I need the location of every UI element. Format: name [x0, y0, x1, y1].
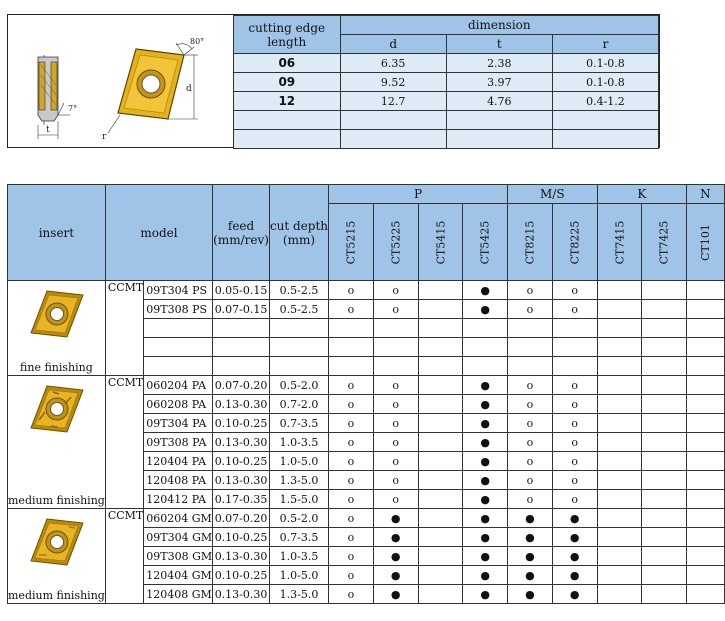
header-r: r	[552, 35, 658, 54]
cut-depth-cell: 0.7-3.5	[269, 528, 328, 547]
grade-mark-cell	[642, 471, 687, 490]
feed-cell: 0.13-0.30	[213, 547, 270, 566]
grade-mark-cell	[597, 300, 642, 319]
insert-application-label: fine finishing	[20, 361, 93, 374]
dimension-panel	[7, 14, 660, 148]
cut-depth-cell	[269, 338, 328, 357]
grade-mark-cell: o	[329, 452, 374, 471]
feed-cell	[213, 357, 270, 376]
label-r: r	[102, 132, 107, 142]
grade-mark-cell: ●	[552, 547, 597, 566]
series-cell: CCMT	[105, 509, 143, 604]
header-model: model	[105, 185, 212, 281]
model-code-cell	[144, 338, 213, 357]
grade-mark-cell	[552, 319, 597, 338]
feed-cell: 0.10-0.25	[213, 528, 270, 547]
grade-mark-cell	[418, 281, 463, 300]
grade-mark-cell: ●	[463, 566, 508, 585]
insert-image-box	[25, 515, 87, 572]
grade-mark-cell: o	[508, 281, 553, 300]
dimension-row	[234, 73, 659, 92]
grade-mark-cell: o	[373, 395, 418, 414]
header-feed-line1: feed	[227, 218, 255, 233]
feed-cell: 0.13-0.30	[213, 433, 270, 452]
feed-cell: 0.10-0.25	[213, 566, 270, 585]
dimension-row	[234, 54, 659, 73]
grade-label: CT8225	[568, 220, 582, 265]
feed-cell: 0.13-0.30	[213, 395, 270, 414]
grade-mark-cell: o	[373, 490, 418, 509]
grade-mark-cell: o	[508, 300, 553, 319]
grade-mark-cell: o	[329, 300, 374, 319]
grade-mark-cell: ●	[463, 528, 508, 547]
grade-mark-cell	[418, 490, 463, 509]
model-code-cell: 120408 PA	[144, 471, 213, 490]
cut-depth-cell: 0.7-2.0	[269, 395, 328, 414]
cut-depth-cell: 1.0-3.5	[269, 547, 328, 566]
grade-mark-cell: ●	[463, 281, 508, 300]
table-row	[8, 509, 725, 528]
feed-cell: 0.07-0.20	[213, 509, 270, 528]
grade-mark-cell: o	[329, 395, 374, 414]
grade-mark-cell: o	[552, 471, 597, 490]
feed-cell: 0.10-0.25	[213, 414, 270, 433]
grade-mark-cell: o	[329, 490, 374, 509]
grade-mark-cell	[642, 357, 687, 376]
grade-mark-cell: ●	[552, 585, 597, 604]
label-top-angle: 80°	[190, 37, 205, 46]
header-cutting-edge-line2: length	[267, 34, 307, 49]
grade-mark-cell	[642, 547, 687, 566]
header-dimension: dimension	[340, 16, 658, 35]
grade-mark-cell	[642, 528, 687, 547]
grade-mark-cell	[642, 566, 687, 585]
grade-mark-cell	[418, 357, 463, 376]
grade-mark-cell	[418, 509, 463, 528]
header-grade	[597, 204, 642, 281]
cut-depth-cell: 1.3-5.0	[269, 471, 328, 490]
grade-mark-cell: o	[329, 585, 374, 604]
grade-mark-cell: o	[329, 566, 374, 585]
cut-depth-cell: 0.5-2.5	[269, 281, 328, 300]
grade-mark-cell: ●	[552, 528, 597, 547]
insert-image-box	[25, 382, 87, 439]
header-grade	[642, 204, 687, 281]
cutting-edge-length-cell	[234, 130, 341, 149]
grade-mark-cell	[642, 376, 687, 395]
grade-mark-cell	[687, 528, 725, 547]
grade-mark-cell	[508, 319, 553, 338]
grade-mark-cell	[418, 566, 463, 585]
grade-mark-cell	[597, 547, 642, 566]
insert-image	[25, 287, 87, 341]
grade-mark-cell: ●	[373, 528, 418, 547]
grade-mark-cell: o	[373, 376, 418, 395]
grade-mark-cell	[687, 395, 725, 414]
grade-mark-cell: ●	[508, 585, 553, 604]
series-cell: CCMT	[105, 376, 143, 509]
grade-mark-cell: o	[329, 528, 374, 547]
grade-mark-cell: o	[508, 452, 553, 471]
cut-depth-cell: 0.5-2.5	[269, 300, 328, 319]
grade-mark-cell	[508, 338, 553, 357]
grade-mark-cell	[687, 452, 725, 471]
t-cell	[446, 111, 552, 130]
grade-mark-cell	[418, 433, 463, 452]
cut-depth-cell: 0.5-2.0	[269, 376, 328, 395]
cut-depth-cell: 1.3-5.0	[269, 585, 328, 604]
grade-mark-cell	[597, 395, 642, 414]
grade-mark-cell	[418, 319, 463, 338]
insert-application-label: medium finishing	[8, 589, 105, 602]
grade-mark-cell	[642, 414, 687, 433]
grade-mark-cell	[329, 357, 374, 376]
grade-mark-cell	[642, 395, 687, 414]
cut-depth-cell: 0.5-2.0	[269, 509, 328, 528]
cut-depth-cell	[269, 357, 328, 376]
grade-mark-cell	[373, 338, 418, 357]
grade-mark-cell: o	[329, 547, 374, 566]
header-grade	[418, 204, 463, 281]
grade-mark-cell	[642, 433, 687, 452]
table-row	[8, 281, 725, 300]
insert-cell-content	[8, 376, 105, 508]
model-code-cell: 060208 PA	[144, 395, 213, 414]
feed-cell: 0.05-0.15	[213, 281, 270, 300]
r-cell: 0.1-0.8	[552, 73, 658, 92]
header-group-n: N	[687, 185, 725, 204]
insert-cell	[8, 376, 106, 509]
dimension-row	[234, 111, 659, 130]
cutting-edge-length-cell	[234, 111, 341, 130]
header-cut-line1: cut depth	[269, 218, 329, 233]
insert-cell	[8, 281, 106, 376]
header-cutting-edge-length	[234, 16, 341, 54]
top-view-drawing	[108, 43, 198, 133]
insert-grade-table	[7, 184, 725, 604]
header-grade	[687, 204, 725, 281]
model-code-cell: 09T304 GM	[144, 528, 213, 547]
grade-mark-cell	[597, 376, 642, 395]
feed-cell: 0.07-0.15	[213, 300, 270, 319]
feed-cell: 0.07-0.20	[213, 376, 270, 395]
model-code-cell: 120408 GM	[144, 585, 213, 604]
grade-mark-cell: o	[552, 281, 597, 300]
insert-cell-content	[8, 281, 105, 375]
label-t: t	[46, 125, 50, 135]
header-grade	[463, 204, 508, 281]
grade-mark-cell: ●	[552, 509, 597, 528]
grade-mark-cell	[418, 528, 463, 547]
grade-mark-cell: o	[552, 490, 597, 509]
grade-mark-cell	[687, 433, 725, 452]
grade-label: CT5425	[478, 220, 492, 265]
grade-mark-cell	[597, 566, 642, 585]
header-group-ms: M/S	[508, 185, 598, 204]
dimension-row	[234, 92, 659, 111]
insert-image	[25, 382, 87, 436]
grade-mark-cell: o	[329, 414, 374, 433]
grade-mark-cell: o	[373, 471, 418, 490]
grade-mark-cell	[418, 452, 463, 471]
d-cell	[340, 130, 446, 149]
grade-mark-cell	[463, 338, 508, 357]
grade-mark-cell: ●	[508, 528, 553, 547]
grade-mark-cell	[329, 338, 374, 357]
grade-mark-cell: ●	[508, 509, 553, 528]
label-side-angle: 7°	[68, 104, 78, 113]
grade-mark-cell: o	[329, 281, 374, 300]
t-cell: 4.76	[446, 92, 552, 111]
grade-mark-cell	[642, 338, 687, 357]
model-code-cell: 120404 PA	[144, 452, 213, 471]
cut-depth-cell	[269, 319, 328, 338]
grade-mark-cell	[597, 528, 642, 547]
grade-mark-cell	[687, 357, 725, 376]
model-code-cell: 09T308 PS	[144, 300, 213, 319]
grade-mark-cell	[552, 357, 597, 376]
header-insert: insert	[8, 185, 106, 281]
grade-mark-cell: o	[373, 433, 418, 452]
grade-mark-cell	[597, 433, 642, 452]
grade-mark-cell: o	[508, 414, 553, 433]
model-code-cell: 120412 PA	[144, 490, 213, 509]
cut-depth-cell: 1.5-5.0	[269, 490, 328, 509]
header-grade	[329, 204, 374, 281]
grade-label: CT8215	[523, 220, 537, 265]
cut-depth-cell: 1.0-5.0	[269, 452, 328, 471]
grade-mark-cell: ●	[463, 395, 508, 414]
grade-mark-cell: o	[552, 433, 597, 452]
model-code-cell: 09T308 GM	[144, 547, 213, 566]
grade-mark-cell	[687, 585, 725, 604]
feed-cell: 0.13-0.30	[213, 585, 270, 604]
grade-mark-cell	[418, 300, 463, 319]
cutting-edge-length-cell: 06	[234, 54, 341, 73]
grade-mark-cell: ●	[463, 585, 508, 604]
grade-mark-cell: o	[329, 433, 374, 452]
grade-mark-cell	[687, 566, 725, 585]
header-grade	[508, 204, 553, 281]
cut-depth-cell: 1.0-3.5	[269, 433, 328, 452]
table-row	[8, 376, 725, 395]
insert-image-box	[25, 287, 87, 344]
grade-mark-cell	[463, 357, 508, 376]
grade-mark-cell: o	[373, 300, 418, 319]
grade-mark-cell: ●	[552, 566, 597, 585]
grade-mark-cell	[687, 319, 725, 338]
d-cell: 9.52	[340, 73, 446, 92]
grade-mark-cell	[552, 338, 597, 357]
grade-label: CT7415	[612, 220, 626, 265]
grade-mark-cell	[597, 357, 642, 376]
grade-mark-cell	[597, 281, 642, 300]
model-code-cell: 120404 GM	[144, 566, 213, 585]
t-cell: 2.38	[446, 54, 552, 73]
grade-mark-cell: o	[552, 395, 597, 414]
grade-mark-cell	[418, 395, 463, 414]
grade-mark-cell: ●	[463, 509, 508, 528]
grade-mark-cell: o	[508, 395, 553, 414]
grade-mark-cell	[597, 585, 642, 604]
insert-cell	[8, 509, 106, 604]
grade-mark-cell: ●	[463, 300, 508, 319]
grade-mark-cell: o	[329, 509, 374, 528]
header-cut-line2: (mm)	[282, 232, 316, 247]
side-view-drawing	[38, 55, 70, 139]
grade-mark-cell	[463, 319, 508, 338]
grade-mark-cell	[642, 452, 687, 471]
t-cell: 3.97	[446, 73, 552, 92]
grade-mark-cell: ●	[463, 414, 508, 433]
insert-image	[25, 515, 87, 569]
insert-application-label: medium finishing	[8, 494, 105, 507]
grade-mark-cell: o	[373, 452, 418, 471]
grade-mark-cell	[508, 357, 553, 376]
grade-mark-cell	[642, 319, 687, 338]
grade-mark-cell: o	[373, 414, 418, 433]
cutting-edge-length-cell: 12	[234, 92, 341, 111]
grade-mark-cell: o	[508, 433, 553, 452]
dimension-row	[234, 130, 659, 149]
model-code-cell: 09T304 PA	[144, 414, 213, 433]
grade-mark-cell	[687, 338, 725, 357]
grade-mark-cell: o	[552, 300, 597, 319]
header-t: t	[446, 35, 552, 54]
header-group-p: P	[329, 185, 508, 204]
grade-mark-cell	[597, 471, 642, 490]
grade-mark-cell	[597, 490, 642, 509]
grade-mark-cell	[687, 300, 725, 319]
grade-mark-cell	[418, 414, 463, 433]
d-cell	[340, 111, 446, 130]
r-cell: 0.4-1.2	[552, 92, 658, 111]
grade-label: CT101	[698, 224, 712, 261]
grade-mark-cell	[642, 490, 687, 509]
grade-mark-cell: o	[508, 376, 553, 395]
dimension-table	[233, 15, 659, 149]
series-cell: CCMT	[105, 281, 143, 376]
model-code-cell	[144, 319, 213, 338]
header-d: d	[340, 35, 446, 54]
grade-mark-cell	[597, 319, 642, 338]
header-group-k: K	[597, 185, 687, 204]
t-cell	[446, 130, 552, 149]
grade-mark-cell: ●	[508, 566, 553, 585]
grade-mark-cell: ●	[463, 547, 508, 566]
grade-mark-cell: ●	[463, 490, 508, 509]
grade-mark-cell: o	[552, 414, 597, 433]
grade-mark-cell: ●	[463, 433, 508, 452]
grade-mark-cell: ●	[463, 471, 508, 490]
grade-mark-cell	[329, 319, 374, 338]
grade-mark-cell	[687, 414, 725, 433]
header-feed	[213, 185, 270, 281]
grade-mark-cell	[642, 585, 687, 604]
model-code-cell: 09T308 PA	[144, 433, 213, 452]
model-code-cell	[144, 357, 213, 376]
feed-cell	[213, 319, 270, 338]
grade-mark-cell: o	[329, 471, 374, 490]
grade-mark-cell	[687, 376, 725, 395]
grade-mark-cell	[687, 490, 725, 509]
insert-cell-content	[8, 509, 105, 603]
grade-mark-cell	[373, 319, 418, 338]
header-grade	[552, 204, 597, 281]
header-cut-depth	[269, 185, 328, 281]
grade-mark-cell: o	[329, 376, 374, 395]
grade-mark-cell: o	[552, 452, 597, 471]
grade-mark-cell	[597, 452, 642, 471]
feed-cell: 0.17-0.35	[213, 490, 270, 509]
model-code-cell: 060204 GM	[144, 509, 213, 528]
grade-label: CT5415	[433, 220, 447, 265]
feed-cell: 0.10-0.25	[213, 452, 270, 471]
grade-mark-cell	[687, 281, 725, 300]
grade-mark-cell: ●	[373, 566, 418, 585]
grade-mark-cell	[597, 509, 642, 528]
grade-mark-cell	[418, 471, 463, 490]
grade-mark-cell	[373, 357, 418, 376]
header-grade	[373, 204, 418, 281]
grade-mark-cell	[597, 338, 642, 357]
grade-mark-cell: ●	[373, 547, 418, 566]
grade-mark-cell	[642, 300, 687, 319]
header-feed-line2: (mm/rev)	[213, 232, 269, 247]
grade-mark-cell	[418, 338, 463, 357]
grade-mark-cell	[597, 414, 642, 433]
grade-mark-cell	[687, 509, 725, 528]
grade-mark-cell	[687, 471, 725, 490]
grade-mark-cell	[418, 547, 463, 566]
grade-mark-cell: o	[552, 376, 597, 395]
grade-mark-cell: ●	[373, 509, 418, 528]
cut-depth-cell: 1.0-5.0	[269, 566, 328, 585]
r-cell	[552, 130, 658, 149]
grade-mark-cell: ●	[508, 547, 553, 566]
cutting-edge-length-cell: 09	[234, 73, 341, 92]
cut-depth-cell: 0.7-3.5	[269, 414, 328, 433]
grade-mark-cell: ●	[463, 376, 508, 395]
r-cell: 0.1-0.8	[552, 54, 658, 73]
grade-mark-cell: o	[373, 281, 418, 300]
grade-label: CT5215	[344, 220, 358, 265]
header-cutting-edge-line1: cutting edge	[248, 20, 326, 35]
model-code-cell: 09T304 PS	[144, 281, 213, 300]
d-cell: 12.7	[340, 92, 446, 111]
label-d: d	[186, 84, 192, 94]
grade-mark-cell: ●	[373, 585, 418, 604]
model-code-cell: 060204 PA	[144, 376, 213, 395]
grade-mark-cell: o	[508, 490, 553, 509]
r-cell	[552, 111, 658, 130]
grade-label: CT5225	[389, 220, 403, 265]
grade-mark-cell	[687, 547, 725, 566]
d-cell: 6.35	[340, 54, 446, 73]
grade-mark-cell	[418, 585, 463, 604]
grade-mark-cell	[642, 281, 687, 300]
feed-cell: 0.13-0.30	[213, 471, 270, 490]
feed-cell	[213, 338, 270, 357]
grade-label: CT7425	[657, 220, 671, 265]
grade-mark-cell	[642, 509, 687, 528]
grade-mark-cell: o	[508, 471, 553, 490]
grade-mark-cell: ●	[463, 452, 508, 471]
grade-mark-cell	[418, 376, 463, 395]
insert-geometry-diagram	[8, 15, 228, 147]
